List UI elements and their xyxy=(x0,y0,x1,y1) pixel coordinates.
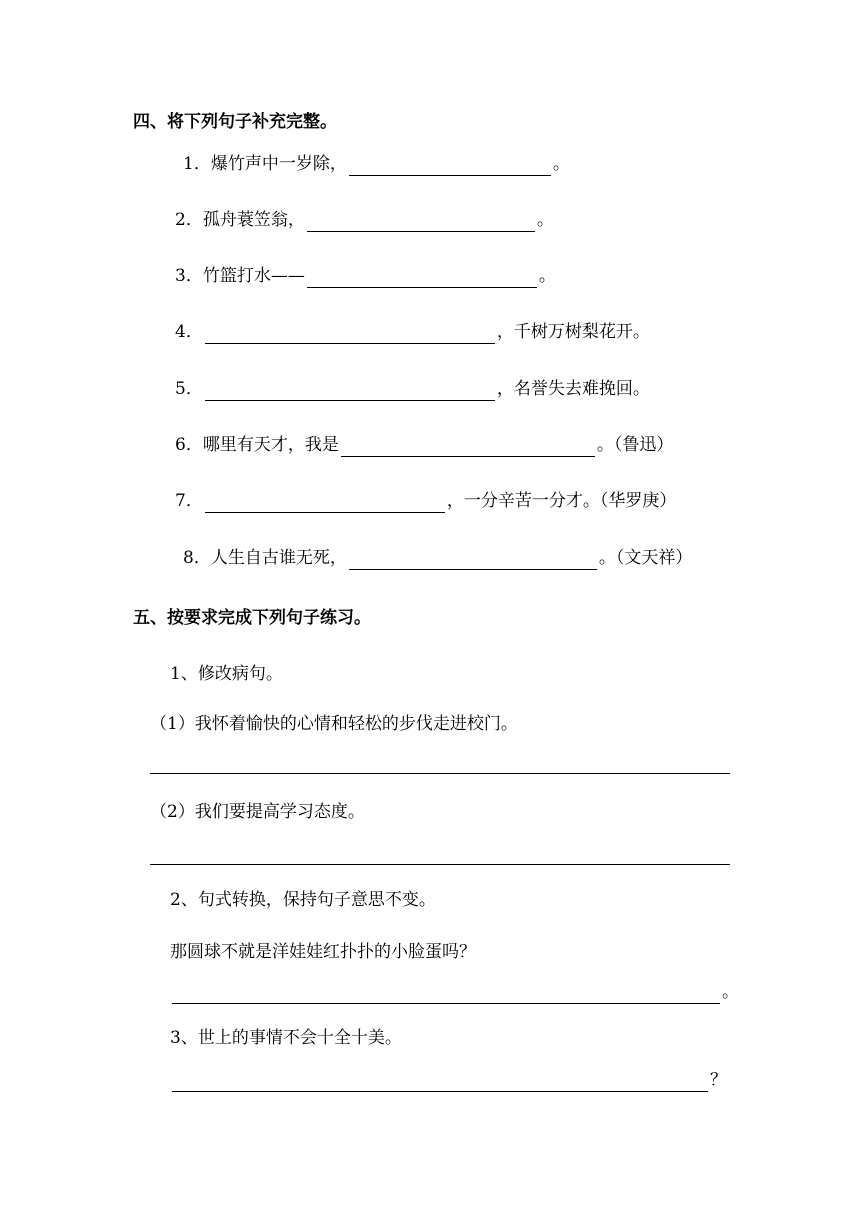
question-3-title: 3、世上的事情不会十全十美。 xyxy=(170,1028,402,1048)
answer-row-2 xyxy=(170,980,739,1004)
answer-end-mark: ？ xyxy=(710,1070,727,1090)
item-text-before: 人生自古谁无死， xyxy=(210,548,347,568)
item-text-before: 孤舟蓑笠翁， xyxy=(202,210,305,230)
question-1-title: 1、修改病句。 xyxy=(170,664,283,684)
item-text-after: 。 xyxy=(552,154,570,174)
section5-title: 五、按要求完成下列句子练习。 xyxy=(133,608,371,628)
question-1b: （2）我们要提高学习态度。 xyxy=(150,802,365,822)
fill-item-3 xyxy=(175,264,556,288)
answer-blank[interactable] xyxy=(349,157,551,176)
answer-blank[interactable] xyxy=(341,438,595,457)
answer-end-mark: 。 xyxy=(722,982,739,1002)
item-text-after: ，千树万树梨花开。 xyxy=(496,322,650,342)
fill-item-5 xyxy=(175,377,650,401)
item-number: 4． xyxy=(175,322,203,342)
item-number: 5． xyxy=(175,379,203,399)
item-text-before: 爆竹声中一岁除， xyxy=(210,154,347,174)
question-2-title: 2、句式转换，保持句子意思不变。 xyxy=(170,890,436,910)
answer-blank[interactable] xyxy=(172,1073,708,1092)
item-number: 2． xyxy=(175,210,203,230)
item-text-after: ，名誉失去难挽回。 xyxy=(496,379,650,399)
item-text-after: 。（文天祥） xyxy=(598,548,693,568)
item-number: 6． xyxy=(175,435,203,455)
item-number: 7． xyxy=(175,491,203,511)
answer-blank[interactable] xyxy=(307,213,535,232)
item-text-after: 。 xyxy=(538,266,556,286)
answer-blank[interactable] xyxy=(205,382,495,401)
answer-blank[interactable] xyxy=(205,325,495,344)
question-2-sentence: 那圆球不就是洋娃娃红扑扑的小脸蛋吗？ xyxy=(170,942,476,962)
item-number: 1． xyxy=(183,154,211,174)
fill-item-4 xyxy=(175,320,650,344)
fill-item-7 xyxy=(175,489,676,513)
answer-line-1a[interactable] xyxy=(150,773,730,774)
answer-blank[interactable] xyxy=(205,494,445,513)
item-number: 3． xyxy=(175,266,203,286)
section4-title: 四、将下列句子补充完整。 xyxy=(133,112,337,132)
answer-row-3 xyxy=(170,1068,727,1092)
answer-blank[interactable] xyxy=(172,985,720,1004)
question-1a: （1）我怀着愉快的心情和轻松的步伐走进校门。 xyxy=(150,714,518,734)
item-text-before: 哪里有天才，我是 xyxy=(202,435,339,455)
fill-item-8 xyxy=(183,546,692,570)
item-text-after: ，一分辛苦一分才。（华罗庚） xyxy=(446,491,677,511)
item-number: 8． xyxy=(183,548,211,568)
fill-item-2 xyxy=(175,208,554,232)
answer-blank[interactable] xyxy=(349,551,597,570)
fill-item-6 xyxy=(175,433,673,457)
item-text-after: 。 xyxy=(536,210,554,230)
item-text-after: 。（鲁迅） xyxy=(596,435,674,455)
answer-line-1b[interactable] xyxy=(150,864,730,865)
fill-item-1 xyxy=(183,152,570,176)
answer-blank[interactable] xyxy=(307,269,537,288)
item-text-before: 竹篮打水—— xyxy=(202,266,305,286)
